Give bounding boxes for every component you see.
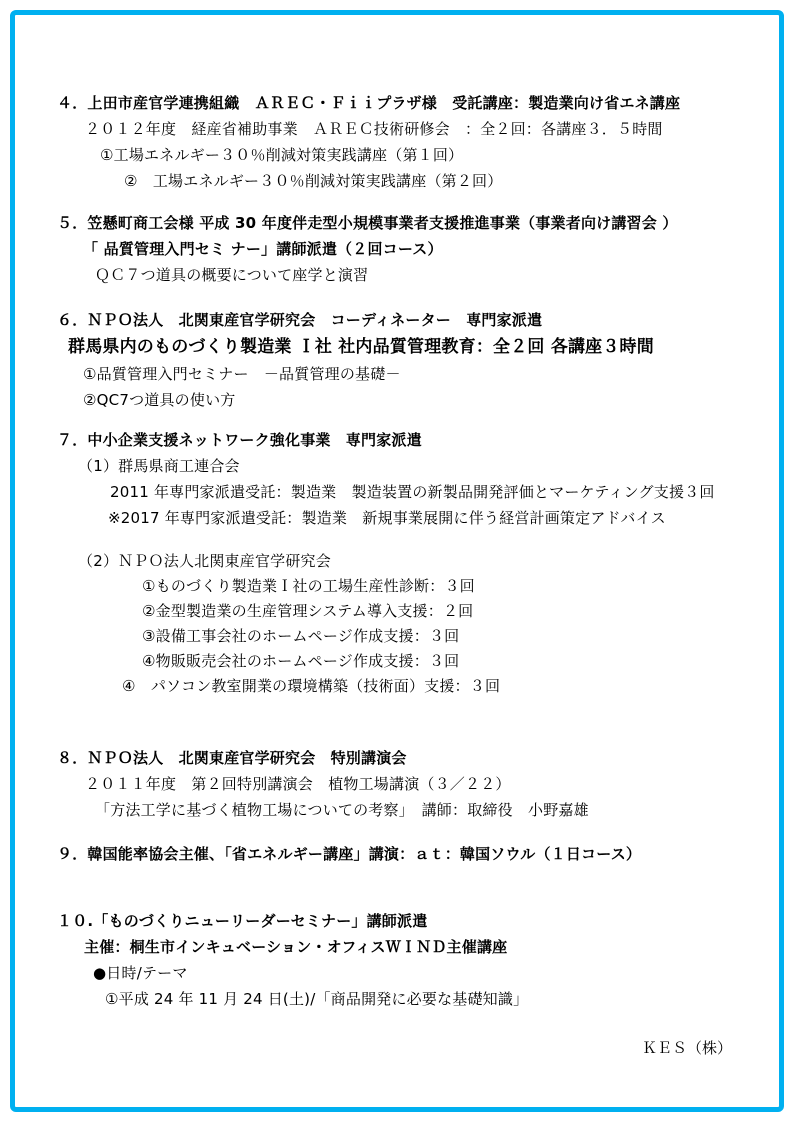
doc-line: ①工場エネルギー３０％削減対策実践講座（第１回） <box>100 146 464 164</box>
document-section <box>0 90 794 194</box>
doc-line: 主催：桐生市インキュベーション・オフィスＷＩＮＤ主催講座 <box>84 938 508 956</box>
doc-line: （1）群馬県商工連合会 <box>78 457 240 475</box>
doc-line: ＱＣ７つ道具の概要について座学と演習 <box>95 266 369 284</box>
doc-line: ② 工場エネルギー３０％削減対策実践講座（第２回） <box>124 172 503 190</box>
doc-line: ④物販販売会社のホームページ作成支援：３回 <box>142 652 460 670</box>
section-heading: ８．ＮＰＯ法人 北関東産官学研究会 特別講演会 <box>57 749 407 767</box>
doc-line: ②QC7つ道具の使い方 <box>83 391 236 409</box>
document-section <box>0 210 794 288</box>
doc-line: ②金型製造業の生産管理システム導入支援：２回 <box>142 602 474 620</box>
doc-line: 「 品質管理入門セミ ナー」講師派遣（２回コース） <box>83 240 443 258</box>
doc-line: ①平成 24 年 11 月 24 日(土)/「商品開発に必要な基礎知識」 <box>105 990 529 1008</box>
document-section <box>0 745 794 823</box>
section-heading: ７．中小企業支援ネットワーク強化事業 専門家派遣 <box>57 431 422 449</box>
section-heading: １０.「ものづくりニューリーダーセミナー」講師派遣 <box>57 912 428 930</box>
doc-line: ２０１２年度 経産省補助事業 ＡＲＥＣ技術研修会 ：全２回：各講座３．５時間 <box>85 120 663 138</box>
doc-line: ④ パソコン教室開業の環境構築（技術面）支援：３回 <box>122 677 501 695</box>
section-heading: ５．笠懸町商工会様 平成 30 年度伴走型小規模事業者支援推進事業（事業者向け講習会 ） <box>57 214 678 232</box>
footer-company-label: ＫＥＳ（株） <box>641 1039 732 1057</box>
doc-line: ①品質管理入門セミナー －品質管理の基礎－ <box>83 365 401 383</box>
section-heading: ６．ＮＰＯ法人 北関東産官学研究会 コーディネーター 専門家派遣 <box>57 311 543 329</box>
doc-line: 群馬県内のものづくり製造業 Ｉ社 社内品質管理教育：全２回 各講座３時間 <box>68 337 654 357</box>
document-section <box>0 841 794 867</box>
document-section <box>0 427 794 699</box>
doc-line: ①ものづくり製造業Ｉ社の工場生産性診断：３回 <box>142 577 475 595</box>
doc-line: 「方法工学に基づく植物工場についての考察」 講師：取締役 小野嘉雄 <box>95 801 589 819</box>
section-heading: ４．上田市産官学連携組織 ＡＲＥＣ・Ｆｉｉプラザ様 受託講座：製造業向け省エネ講座 <box>57 94 681 112</box>
doc-line: 2011 年専門家派遣受託：製造業 製造装置の新製品開発評価とマーケティング支援３回 <box>110 483 715 501</box>
document-section <box>0 307 794 413</box>
doc-line: ③設備工事会社のホームページ作成支援：３回 <box>142 627 460 645</box>
doc-line: ●日時/テーマ <box>93 964 188 982</box>
doc-line: （2）ＮＰＯ法人北関東産官学研究会 <box>78 552 331 570</box>
doc-line: ※2017 年専門家派遣受託：製造業 新規事業展開に伴う経営計画策定アドバイス <box>108 509 666 527</box>
doc-line: ２０１１年度 第２回特別講演会 植物工場講演（３／２２） <box>85 775 511 793</box>
section-heading: ９．韓国能率協会主催、「省エネルギー講座」講演：ａｔ：韓国ソウル（１日コース） <box>57 845 642 863</box>
document-section <box>0 908 794 1012</box>
